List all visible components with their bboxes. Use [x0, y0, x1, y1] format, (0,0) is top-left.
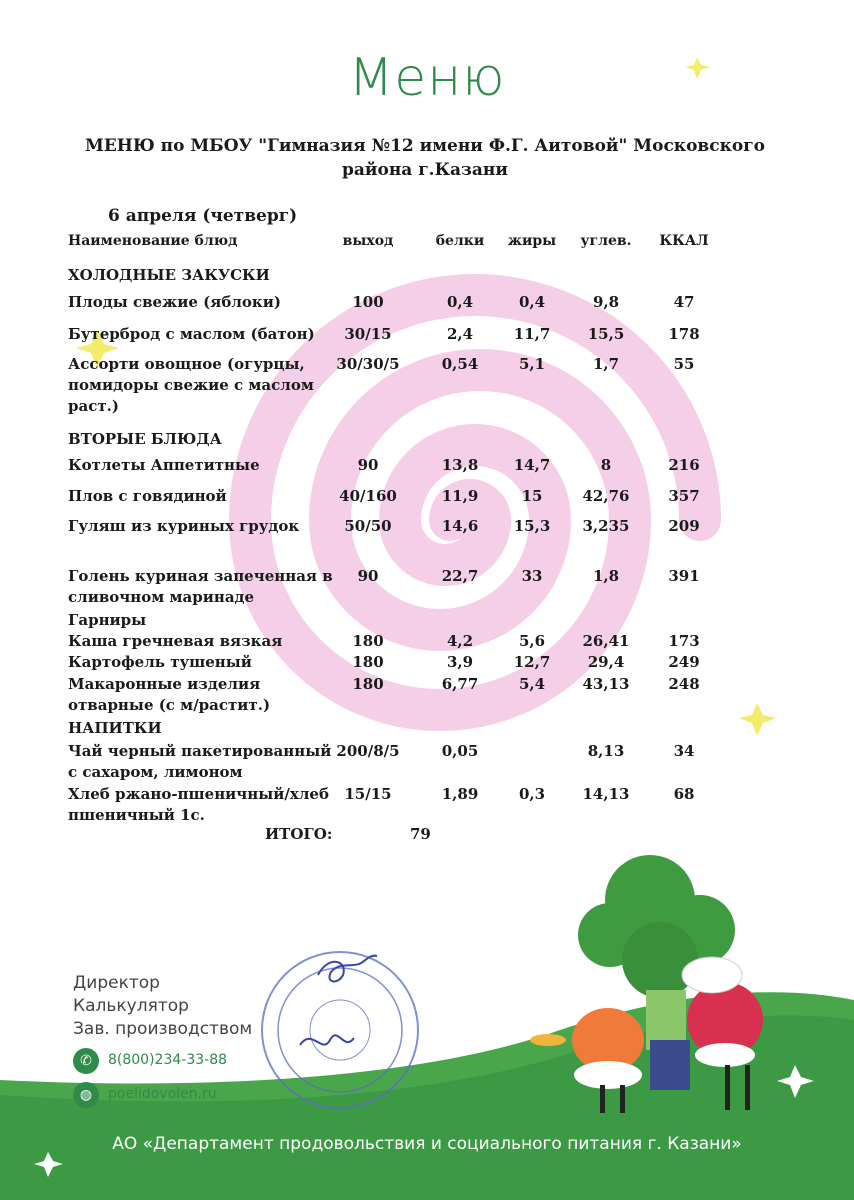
dish-out: 180 — [352, 675, 384, 693]
dish-protein: 1,89 — [441, 785, 479, 803]
dish-carbs: 3,235 — [582, 517, 630, 535]
dish-kcal: 216 — [668, 456, 700, 474]
dish-protein: 0,54 — [441, 355, 479, 373]
dish-name: Макаронные изделия отварные (с м/растит.) — [68, 675, 271, 714]
dish-protein: 2,4 — [446, 325, 474, 343]
globe-icon: ◍ — [73, 1082, 99, 1108]
section-drinks: НАПИТКИ — [68, 719, 162, 737]
col-name: Наименование блюд — [68, 233, 238, 249]
dish-carbs: 29,4 — [587, 653, 625, 671]
dish-carbs: 15,5 — [587, 325, 625, 343]
dish-kcal: 249 — [668, 653, 700, 671]
dish-out: 90 — [357, 456, 379, 474]
dish-kcal: 34 — [673, 742, 695, 760]
dish-name: Голень куриная запеченная в сливочном маринаде — [68, 567, 333, 606]
dish-protein: 11,9 — [441, 487, 479, 505]
col-kcal: ККАЛ — [659, 233, 709, 249]
dish-fat: 5,6 — [518, 632, 546, 650]
signature-production: Зав. производством — [73, 1019, 253, 1039]
total-label: ИТОГО: — [265, 825, 333, 843]
dish-out: 180 — [352, 653, 384, 671]
dish-out: 15/15 — [344, 785, 392, 803]
header-line-1: МЕНЮ по МБОУ "Гимназия №12 имени Ф.Г. Аитовой" Московского — [85, 136, 765, 156]
dish-name: Картофель тушеный — [68, 653, 252, 671]
section-cold: ХОЛОДНЫЕ ЗАКУСКИ — [68, 266, 270, 284]
dish-name: Бутерброд с маслом (батон) — [68, 325, 315, 343]
col-out: выход — [342, 233, 394, 249]
dish-fat: 12,7 — [513, 653, 551, 671]
dish-out: 30/15 — [344, 325, 392, 343]
dish-fat: 5,1 — [518, 355, 546, 373]
dish-protein: 6,77 — [441, 675, 479, 693]
signature-director: Директор — [73, 973, 160, 993]
col-protein: белки — [435, 233, 485, 249]
col-carbs: углев. — [580, 233, 632, 249]
dish-fat: 14,7 — [513, 456, 551, 474]
dish-name: Плоды свежие (яблоки) — [68, 293, 281, 311]
section-garnish: Гарниры — [68, 611, 147, 629]
dish-protein: 0,4 — [446, 293, 474, 311]
dish-out: 100 — [352, 293, 384, 311]
dish-out: 200/8/5 — [336, 742, 400, 760]
dish-fat: 0,4 — [518, 293, 546, 311]
dish-name: Чай черный пакетированный с сахаром, лимоном — [68, 742, 332, 781]
dish-out: 30/30/5 — [336, 355, 400, 373]
dish-kcal: 391 — [668, 567, 700, 585]
dish-protein: 0,05 — [441, 742, 479, 760]
dish-fat: 0,3 — [518, 785, 546, 803]
dish-carbs: 9,8 — [592, 293, 620, 311]
header-line-2: района г.Казани — [342, 160, 508, 180]
dish-carbs: 14,13 — [582, 785, 630, 803]
contact-phone[interactable]: 8(800)234-33-88 — [108, 1052, 228, 1068]
dish-kcal: 209 — [668, 517, 700, 535]
dish-out: 90 — [357, 567, 379, 585]
dish-kcal: 47 — [673, 293, 695, 311]
dish-protein: 4,2 — [446, 632, 474, 650]
dish-carbs: 43,13 — [582, 675, 630, 693]
dish-name: Ассорти овощное (огурцы, помидоры свежие с маслом раст.) — [68, 355, 314, 415]
dish-name: Котлеты Аппетитные — [68, 456, 260, 474]
dish-carbs: 26,41 — [582, 632, 630, 650]
dish-out: 180 — [352, 632, 384, 650]
dish-carbs: 1,7 — [592, 355, 620, 373]
dish-protein: 14,6 — [441, 517, 479, 535]
dish-kcal: 55 — [673, 355, 695, 373]
dish-kcal: 248 — [668, 675, 700, 693]
dish-carbs: 1,8 — [592, 567, 620, 585]
menu-date: 6 апреля (четверг) — [108, 206, 298, 226]
dish-fat: 11,7 — [513, 325, 551, 343]
dish-protein: 13,8 — [441, 456, 479, 474]
section-second: ВТОРЫЕ БЛЮДА — [68, 430, 222, 448]
dish-kcal: 173 — [668, 632, 700, 650]
phone-icon: ✆ — [73, 1048, 99, 1074]
dish-carbs: 8,13 — [587, 742, 625, 760]
dish-fat: 33 — [521, 567, 543, 585]
col-fat: жиры — [507, 233, 557, 249]
dish-protein: 22,7 — [441, 567, 479, 585]
dish-out: 40/160 — [339, 487, 397, 505]
total-value: 79 — [410, 825, 431, 843]
logo-title: Меню — [348, 48, 506, 108]
dish-carbs: 8 — [600, 456, 612, 474]
dish-kcal: 178 — [668, 325, 700, 343]
signature-calculator: Калькулятор — [73, 996, 189, 1016]
dish-fat: 15 — [521, 487, 543, 505]
dish-name: Гуляш из куриных грудок — [68, 517, 300, 535]
dish-fat: 5,4 — [518, 675, 546, 693]
dish-protein: 3,9 — [446, 653, 474, 671]
dish-name: Плов с говядиной — [68, 487, 227, 505]
dish-kcal: 357 — [668, 487, 700, 505]
dish-name: Каша гречневая вязкая — [68, 632, 283, 650]
dish-name: Хлеб ржано-пшеничный/хлеб пшеничный 1с. — [68, 785, 329, 824]
dish-fat: 15,3 — [513, 517, 551, 535]
dish-carbs: 42,76 — [582, 487, 630, 505]
contact-site[interactable]: poelidovolen.ru — [108, 1086, 217, 1102]
dish-out: 50/50 — [344, 517, 392, 535]
dish-kcal: 68 — [673, 785, 695, 803]
footer-org: АО «Департамент продовольствия и социального питания г. Казани» — [112, 1134, 742, 1154]
